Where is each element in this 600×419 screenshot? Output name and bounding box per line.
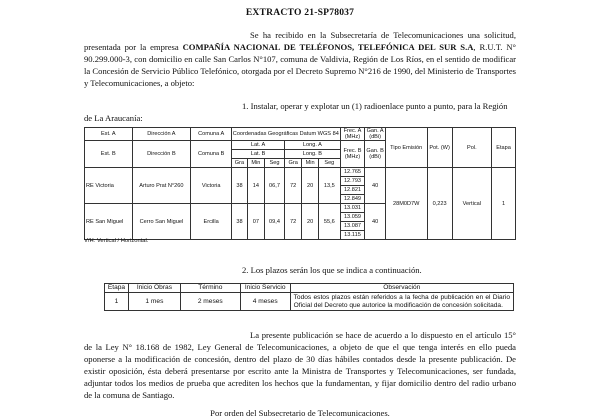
header-coords: Coordenadas Geográficas Datum WGS 84	[232, 128, 341, 141]
item-1: 1. Instalar, operar y explotar un (1) radioenlace punto a punto, para la Región de La Araucanía:	[84, 101, 508, 123]
station-b-gain: 40	[365, 204, 385, 240]
station-a-name: RE Victoria	[85, 168, 133, 204]
deadline-observation: Todos estos plazos están referidos a la fecha de publicación en el Diario Oficial del Decreto que autorice la modificación de concesión solicitada.	[290, 293, 513, 311]
deadlines-table	[104, 283, 514, 311]
header-lat-gra: Gra	[232, 159, 248, 168]
station-a-lat-seg: 06,7	[264, 168, 284, 204]
header-inicio-obras: Inicio Obras	[128, 284, 180, 293]
station-a-long-min: 20	[302, 168, 319, 204]
header-comuna-b: Comuna B	[191, 141, 232, 168]
header-dir-b: Dirección B	[132, 141, 191, 168]
station-b-lat-min: 07	[247, 204, 264, 240]
item-2: 2. Los plazos serán los que se indica a continuación.	[242, 265, 422, 275]
intro-paragraph	[84, 29, 516, 89]
emission-type: 28M0D7W	[385, 168, 427, 240]
station-a-comuna: Victoria	[191, 168, 232, 204]
polarization-value: Vertical	[452, 168, 492, 240]
header-long-a: Long. A	[285, 141, 340, 150]
header-lat-b: Lat. B	[232, 150, 285, 159]
header-inicio-servicio: Inicio Servicio	[240, 284, 290, 293]
polarization-note: V/H: Vertical / Horizontal.	[84, 238, 149, 244]
station-b-freq-1: 13.031	[340, 204, 365, 213]
station-b-comuna: Ercilla	[191, 204, 232, 240]
header-etapa: Etapa	[105, 284, 129, 293]
radio-link-table	[84, 127, 516, 240]
intro-text-2: , R.U.T. N° 90.299.000-3, con domicilio en calle San Carlos N°107, comuna de Valdivia, Región de Los Ríos, en el sentido de modificar la Concesión de Servicio Público Telefónico, otorgada por el Decreto Supremo N°216 de 1990, del Ministerio de Transportes y Telecomunicaciones, a objeto:	[84, 42, 516, 88]
deadline-start-service: 4 meses	[240, 293, 290, 311]
station-a-lat-min: 14	[247, 168, 264, 204]
station-b-lat-seg: 09,4	[264, 204, 284, 240]
deadline-start-works: 1 mes	[128, 293, 180, 311]
header-lat-seg: Seg	[264, 159, 284, 168]
station-b-long-min: 20	[302, 204, 319, 240]
header-tipo: Tipo Emisión	[385, 128, 427, 168]
station-a-freq-2: 12.793	[340, 177, 365, 186]
stage-value: 1	[492, 168, 516, 240]
header-lat-min: Min	[247, 159, 264, 168]
closing-paragraph: La presente publicación se hace de acuerdo a lo dispuesto en el artículo 15° de la Ley N° 18.168 de 1982, Ley General de Telecomunicaciones, a objeto de que el que tenga interés en ello pueda oponerse a la modificación de concesión, dentro del plazo de 30 días hábiles contados desde la presente publicación. De existir oposición, ésta deberá presentarse por escrito ante la Ministra de Transportes y Telecomunicaciones, ser fundada, adjuntar todos los medios de prueba que acrediten los hechos que la fundamentan, y fijar domicilio dentro del radio urbano de la comuna de Santiago.	[84, 330, 516, 400]
station-a-freq-4: 12.849	[340, 195, 365, 204]
header-lat-a: Lat. A	[232, 141, 285, 150]
document-title: EXTRACTO 21-SP78037	[245, 7, 355, 18]
station-a-gain: 40	[365, 168, 385, 204]
header-long-gra: Gra	[285, 159, 302, 168]
deadline-end: 2 meses	[180, 293, 240, 311]
power-value: 0,223	[427, 168, 452, 240]
header-frec-a: Frec. A (MHz)	[340, 128, 365, 141]
station-a-freq-3: 12.821	[340, 186, 365, 195]
header-pot: Pot. (W)	[427, 128, 452, 168]
station-a-lat-gra: 38	[232, 168, 248, 204]
station-b-freq-4: 13.115	[340, 231, 365, 240]
header-est-b: Est. B	[85, 141, 133, 168]
station-a-address: Arturo Prat N°260	[132, 168, 191, 204]
station-b-freq-2: 13.059	[340, 213, 365, 222]
company-name: COMPAÑÍA NACIONAL DE TELÉFONOS, TELEFÓNICA DEL SUR S.A	[182, 42, 474, 52]
intro-text-1: Se ha recibido en la Subsecretaría de Telecomunicaciones una solicitud, presentada por la empresa	[84, 30, 516, 52]
signature-line: Por orden del Subsecretario de Telecomunicaciones.	[210, 408, 390, 418]
header-pol: Pol.	[452, 128, 492, 168]
station-b-lat-gra: 38	[232, 204, 248, 240]
header-termino: Término	[180, 284, 240, 293]
header-long-seg: Seg	[319, 159, 340, 168]
station-b-freq-3: 13.087	[340, 222, 365, 231]
header-gan-a: Gan. A (dBi)	[366, 128, 384, 140]
station-b-address: Cerro San Miguel	[132, 204, 191, 240]
header-long-b: Long. B	[285, 150, 340, 159]
station-b-long-gra: 72	[285, 204, 302, 240]
station-a-long-seg: 13,5	[319, 168, 340, 204]
header-observacion: Observación	[290, 284, 513, 293]
header-long-min: Min	[302, 159, 319, 168]
header-dir-a: Dirección A	[132, 128, 191, 141]
station-a-long-gra: 72	[285, 168, 302, 204]
station-a-freq-1: 12.765	[340, 168, 365, 177]
station-b-name: RE San Miguel	[85, 204, 133, 240]
deadline-stage: 1	[105, 293, 129, 311]
header-comuna-a: Comuna A	[191, 128, 232, 141]
header-est-a: Est. A	[85, 128, 133, 141]
station-b-long-seg: 55,6	[319, 204, 340, 240]
header-frec-b: Frec. B (MHz)	[340, 141, 365, 168]
header-etapa: Etapa	[492, 128, 516, 168]
header-gan-b: Gan. B (dBi)	[365, 141, 385, 168]
